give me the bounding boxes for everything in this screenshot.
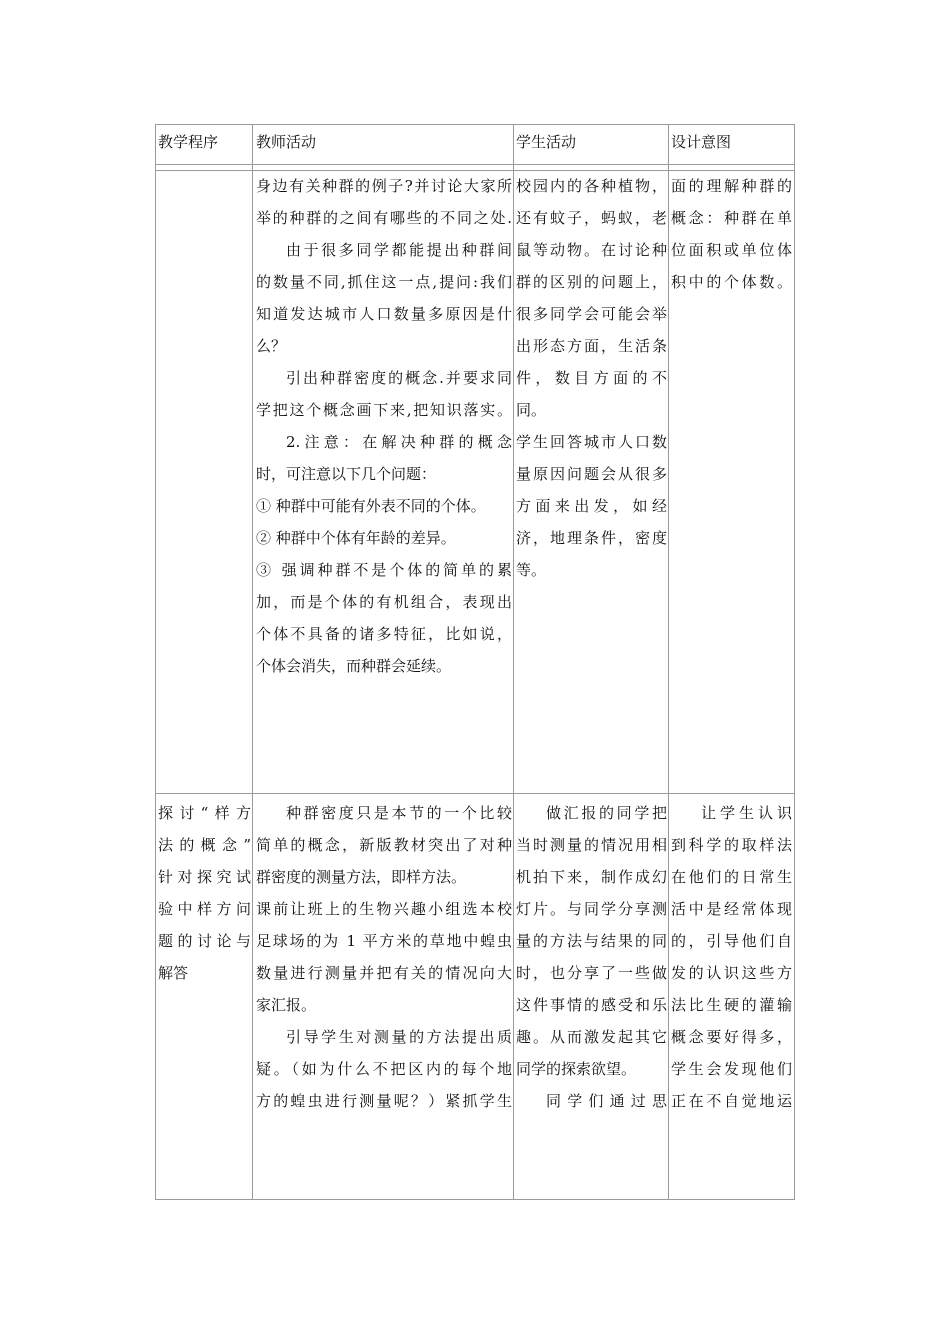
row1-student-cell: [516, 170, 667, 586]
text-line: 灯片。与同学分享测: [516, 900, 667, 918]
text-line: 的数量不同,抓住这一点,提问:我们: [256, 273, 512, 291]
text-line: 做汇报的同学把: [546, 804, 667, 822]
text-line: 概念要好得多，: [671, 1028, 792, 1046]
text-line: 探讨“样方: [158, 804, 251, 822]
text-line: 还有蚊子，蚂蚁，老: [516, 209, 667, 227]
text-line: 方的蝗虫进行测量呢？）紧抓学生: [256, 1092, 512, 1110]
text-line: 同学们通过思: [546, 1092, 667, 1110]
text-line: 方面来出发，如经: [516, 497, 667, 515]
text-line: 法的概念”: [158, 836, 251, 854]
column-divider: [668, 124, 669, 1200]
text-line: 到科学的取样法: [671, 836, 792, 854]
text-line: 活中是经常体现: [671, 900, 792, 918]
header-student: 学生活动: [516, 133, 577, 151]
text-line: 2.注意：在解决种群的概念: [286, 433, 512, 451]
text-line: 疑。（如为什么不把区内的每个地: [256, 1060, 512, 1078]
text-line: 当时测量的情况用相: [516, 836, 667, 854]
row2-teacher-cell: [256, 797, 512, 1117]
text-line: 由于很多同学都能提出种群间: [286, 241, 512, 259]
header-divider: [155, 164, 795, 165]
text-line: 让学生认识: [701, 804, 792, 822]
text-line: 济，地理条件，密度: [516, 529, 667, 547]
text-line: 面的理解种群的: [671, 177, 792, 195]
row-divider: [155, 793, 795, 794]
text-line: 题的讨论与: [158, 932, 251, 950]
text-line: 举的种群的之间有哪些的不同之处.: [256, 209, 512, 227]
row2-program-cell: [158, 797, 251, 989]
text-line: 知道发达城市人口数量多原因是什: [256, 305, 512, 323]
text-line: ① 种群中可能有外表不同的个体。: [256, 497, 486, 515]
text-line: 同。: [516, 401, 547, 419]
column-divider: [252, 124, 253, 1200]
text-line: 同学的探索欲望。: [516, 1060, 637, 1078]
text-line: 验中样方问: [158, 900, 251, 918]
text-line: 概念：种群在单: [671, 209, 792, 227]
text-line: 课前让班上的生物兴趣小组选本校: [256, 900, 512, 918]
text-line: 件，数目方面的不: [516, 369, 667, 387]
text-line: 量的方法与结果的同: [516, 932, 667, 950]
text-line: 家汇报。: [256, 996, 317, 1014]
text-line: 种群密度只是本节的一个比较: [286, 804, 512, 822]
text-line: 引出种群密度的概念.并要求同: [286, 369, 512, 387]
text-line: 群的区别的问题上，: [516, 273, 667, 291]
text-line: 数量进行测量并把有关的情况向大: [256, 964, 512, 982]
text-line: 身边有关种群的例子?并讨论大家所: [256, 177, 512, 195]
text-line: 位面积或单位体: [671, 241, 792, 259]
header-intent: 设计意图: [671, 133, 732, 151]
text-line: 么？: [256, 337, 287, 355]
row2-intent-cell: [671, 797, 792, 1117]
row2-student-cell: [516, 797, 667, 1117]
text-line: 的，引导他们自: [671, 932, 792, 950]
text-line: 正在不自觉地运: [671, 1092, 792, 1110]
text-line: 解答: [158, 964, 189, 982]
text-line: 很多同学会可能会举: [516, 305, 667, 323]
text-line: 积中的个体数。: [671, 273, 792, 291]
text-line: 引导学生对测量的方法提出质: [286, 1028, 512, 1046]
text-line: 学生会发现他们: [671, 1060, 792, 1078]
text-line: 群密度的测量方法，即样方法。: [256, 868, 467, 886]
header-teacher: 教师活动: [256, 133, 317, 151]
text-line: 个体会消失，而种群会延续。: [256, 657, 452, 675]
column-divider: [513, 124, 514, 1200]
text-line: 简单的概念，新版教材突出了对种: [256, 836, 512, 854]
text-line: 时，也分享了一些做: [516, 964, 667, 982]
text-line: 出形态方面，生活条: [516, 337, 667, 355]
text-line: 针对探究试: [158, 868, 251, 886]
header-program: 教学程序: [158, 133, 219, 151]
text-line: 学把这个概念画下来,把知识落实。: [256, 401, 512, 419]
text-line: 法比生硬的灌输: [671, 996, 792, 1014]
text-line: 学生回答城市人口数: [516, 433, 667, 451]
text-line: 校园内的各种植物，: [516, 177, 667, 195]
text-line: 时，可注意以下几个问题：: [256, 465, 437, 483]
text-line: 个体不具备的诸多特征，比如说，: [256, 625, 512, 643]
text-line: 发的认识这些方: [671, 964, 792, 982]
text-line: 这件事情的感受和乐: [516, 996, 667, 1014]
text-line: 鼠等动物。在讨论种: [516, 241, 667, 259]
text-line: 机拍下来，制作成幻: [516, 868, 667, 886]
text-line: 足球场的为 1 平方米的草地中蝗虫: [256, 932, 512, 950]
text-line: 趣。从而激发起其它: [516, 1028, 667, 1046]
row1-teacher-cell: [256, 170, 512, 682]
row1-intent-cell: [671, 170, 792, 298]
text-line: ③ 强调种群不是个体的简单的累: [256, 561, 512, 579]
text-line: 等。: [516, 561, 547, 579]
text-line: 量原因问题会从很多: [516, 465, 667, 483]
text-line: 加，而是个体的有机组合，表现出: [256, 593, 512, 611]
text-line: 在他们的日常生: [671, 868, 792, 886]
text-line: ② 种群中个体有年龄的差异。: [256, 529, 456, 547]
